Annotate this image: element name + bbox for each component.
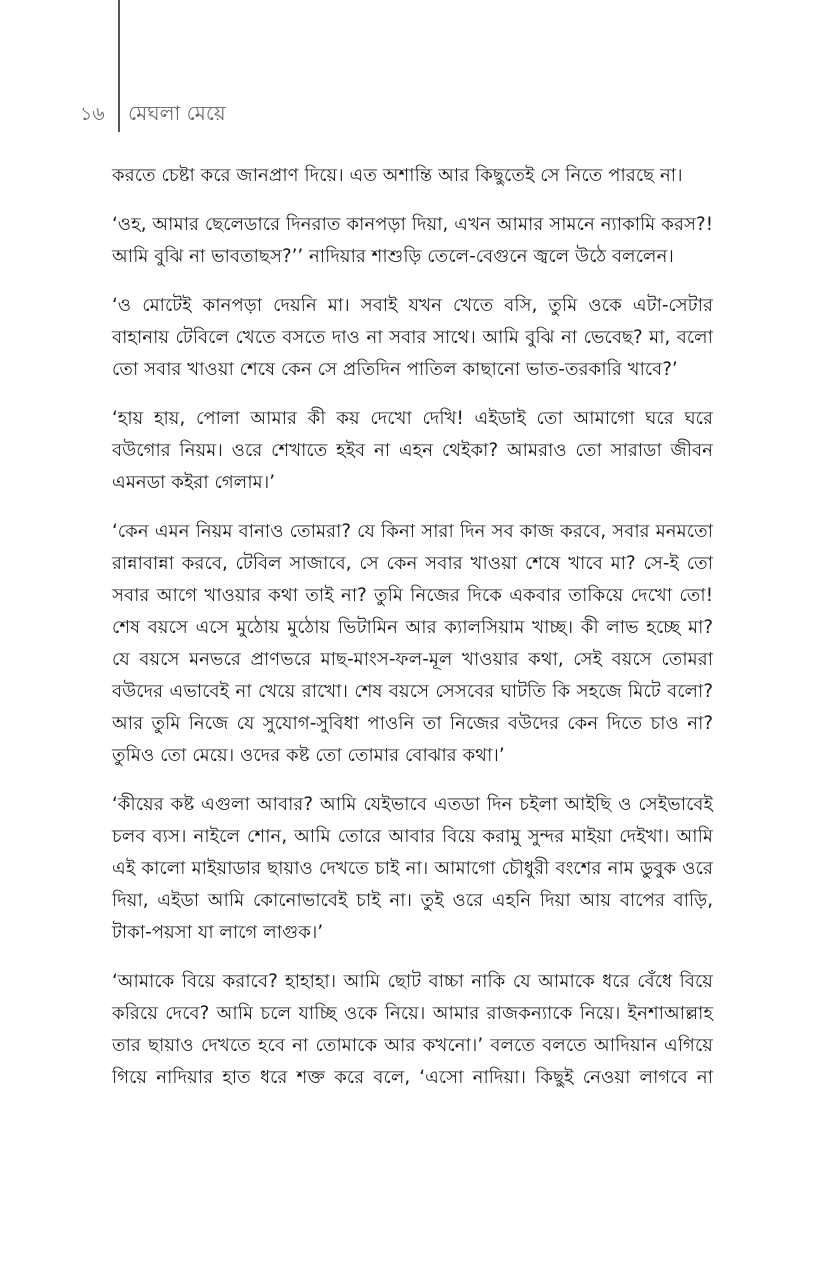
body-text <box>112 160 713 1094</box>
paragraph: ‘কীয়ের কষ্ট এগুলা আবার? আমি যেইভাবে এতডা দিন চইলা আইছি ও সেইভাবেই চলব ব্যস। নাইলে শোন, আমি তোরে আবার বিয়ে করামু সুন্দর মাইয়া দেইখা। আমি এই কালো মাইয়াডার ছায়াও দেখতে চাই না। আমাগো চৌধুরী বংশের নাম ডুবুক ওরে দিয়া, এইডা আমি কোনোভাবেই চাই না। তুই ওরে এহনি দিয়া আয় বাপের বাড়ি, টাকা-পয়সা যা লাগে লাগুক।’ <box>112 794 713 943</box>
paragraph: ‘আমাকে বিয়ে করাবে? হাহাহা। আমি ছোট বাচ্চা নাকি যে আমাকে ধরে বেঁধে বিয়ে করিয়ে দেবে? আমি চলে যাচ্ছি ওকে নিয়ে। আমার রাজকন্যাকে নিয়ে। ইনশাআল্লাহ তার ছায়াও দেখতে হবে না তোমাকে আর কখনো।’ বলতে বলতে আদিয়ান এগিয়ে গিয়ে নাদিয়ার হাত ধরে শক্ত করে বলে, ‘এসো নাদিয়া। কিছুই নেওয়া লাগবে না <box>112 971 713 1088</box>
page-number: ১৬ <box>80 103 105 125</box>
paragraph: ‘হায় হায়, পোলা আমার কী কয় দেখো দেখি! এইডাই তো আমাগো ঘরে ঘরে বউগোর নিয়ম। ওরে শেখাতে হইব না এহন থেইকা? আমরাও তো সারাডা জীবন এমনডা কইরা গেলাম।’ <box>112 408 713 493</box>
paragraph: ‘ওহ, আমার ছেলেডারে দিনরাত কানপড়া দিয়া, এখন আমার সামনে ন্যাকামি করস?! আমি বুঝি না ভাবতাছস?’’ নাদিয়ার শাশুড়ি তেলে-বেগুনে জ্বলে উঠে বললেন। <box>112 214 713 267</box>
paragraph: ‘কেন এমন নিয়ম বানাও তোমরা? যে কিনা সারা দিন সব কাজ করবে, সবার মনমতো রান্নাবান্না করবে, টেবিল সাজাবে, সে কেন সবার খাওয়া শেষে খাবে মা? সে-ই তো সবার আগে খাওয়ার কথা তাই না? তুমি নিজের দিকে একবার তাকিয়ে দেখো তো! শেষ বয়সে এসে মুঠোয় মুঠোয় ভিটামিন আর ক্যালসিয়াম খাচ্ছ। কী লাভ হচ্ছে মা? যে বয়সে মনভরে প্রাণভরে মাছ-মাংস-ফল-মূল খাওয়ার কথা, সেই বয়সে তোমরা বউদের এভাবেই না খেয়ে রাখো। শেষ বয়সে সেসবের ঘাটতি কি সহজে মিটে বলো? আর তুমি নিজে যে সুযোগ-সুবিধা পাওনি তা নিজের বউদের কেন দিতে চাও না? তুমিও তো মেয়ে। ওদের কষ্ট তো তোমার বোঝার কথা।’ <box>112 521 713 766</box>
paragraph: ‘ও মোটেই কানপড়া দেয়নি মা। সবাই যখন খেতে বসি, তুমি ওকে এটা-সেটার বাহানায় টেবিলে খেতে বসতে দাও না সবার সাথে। আমি বুঝি না ভেবেছ? মা, বলো তো সবার খাওয়া শেষে কেন সে প্রতিদিন পাতিল কাছানো ভাত-তরকারি খাবে?’ <box>112 295 713 380</box>
running-head-title: মেঘলা মেয়ে <box>128 101 226 125</box>
header-divider <box>118 0 120 132</box>
paragraph: করতে চেষ্টা করে জানপ্রাণ দিয়ে। এত অশান্তি আর কিছুতেই সে নিতে পারছে না। <box>112 165 683 186</box>
